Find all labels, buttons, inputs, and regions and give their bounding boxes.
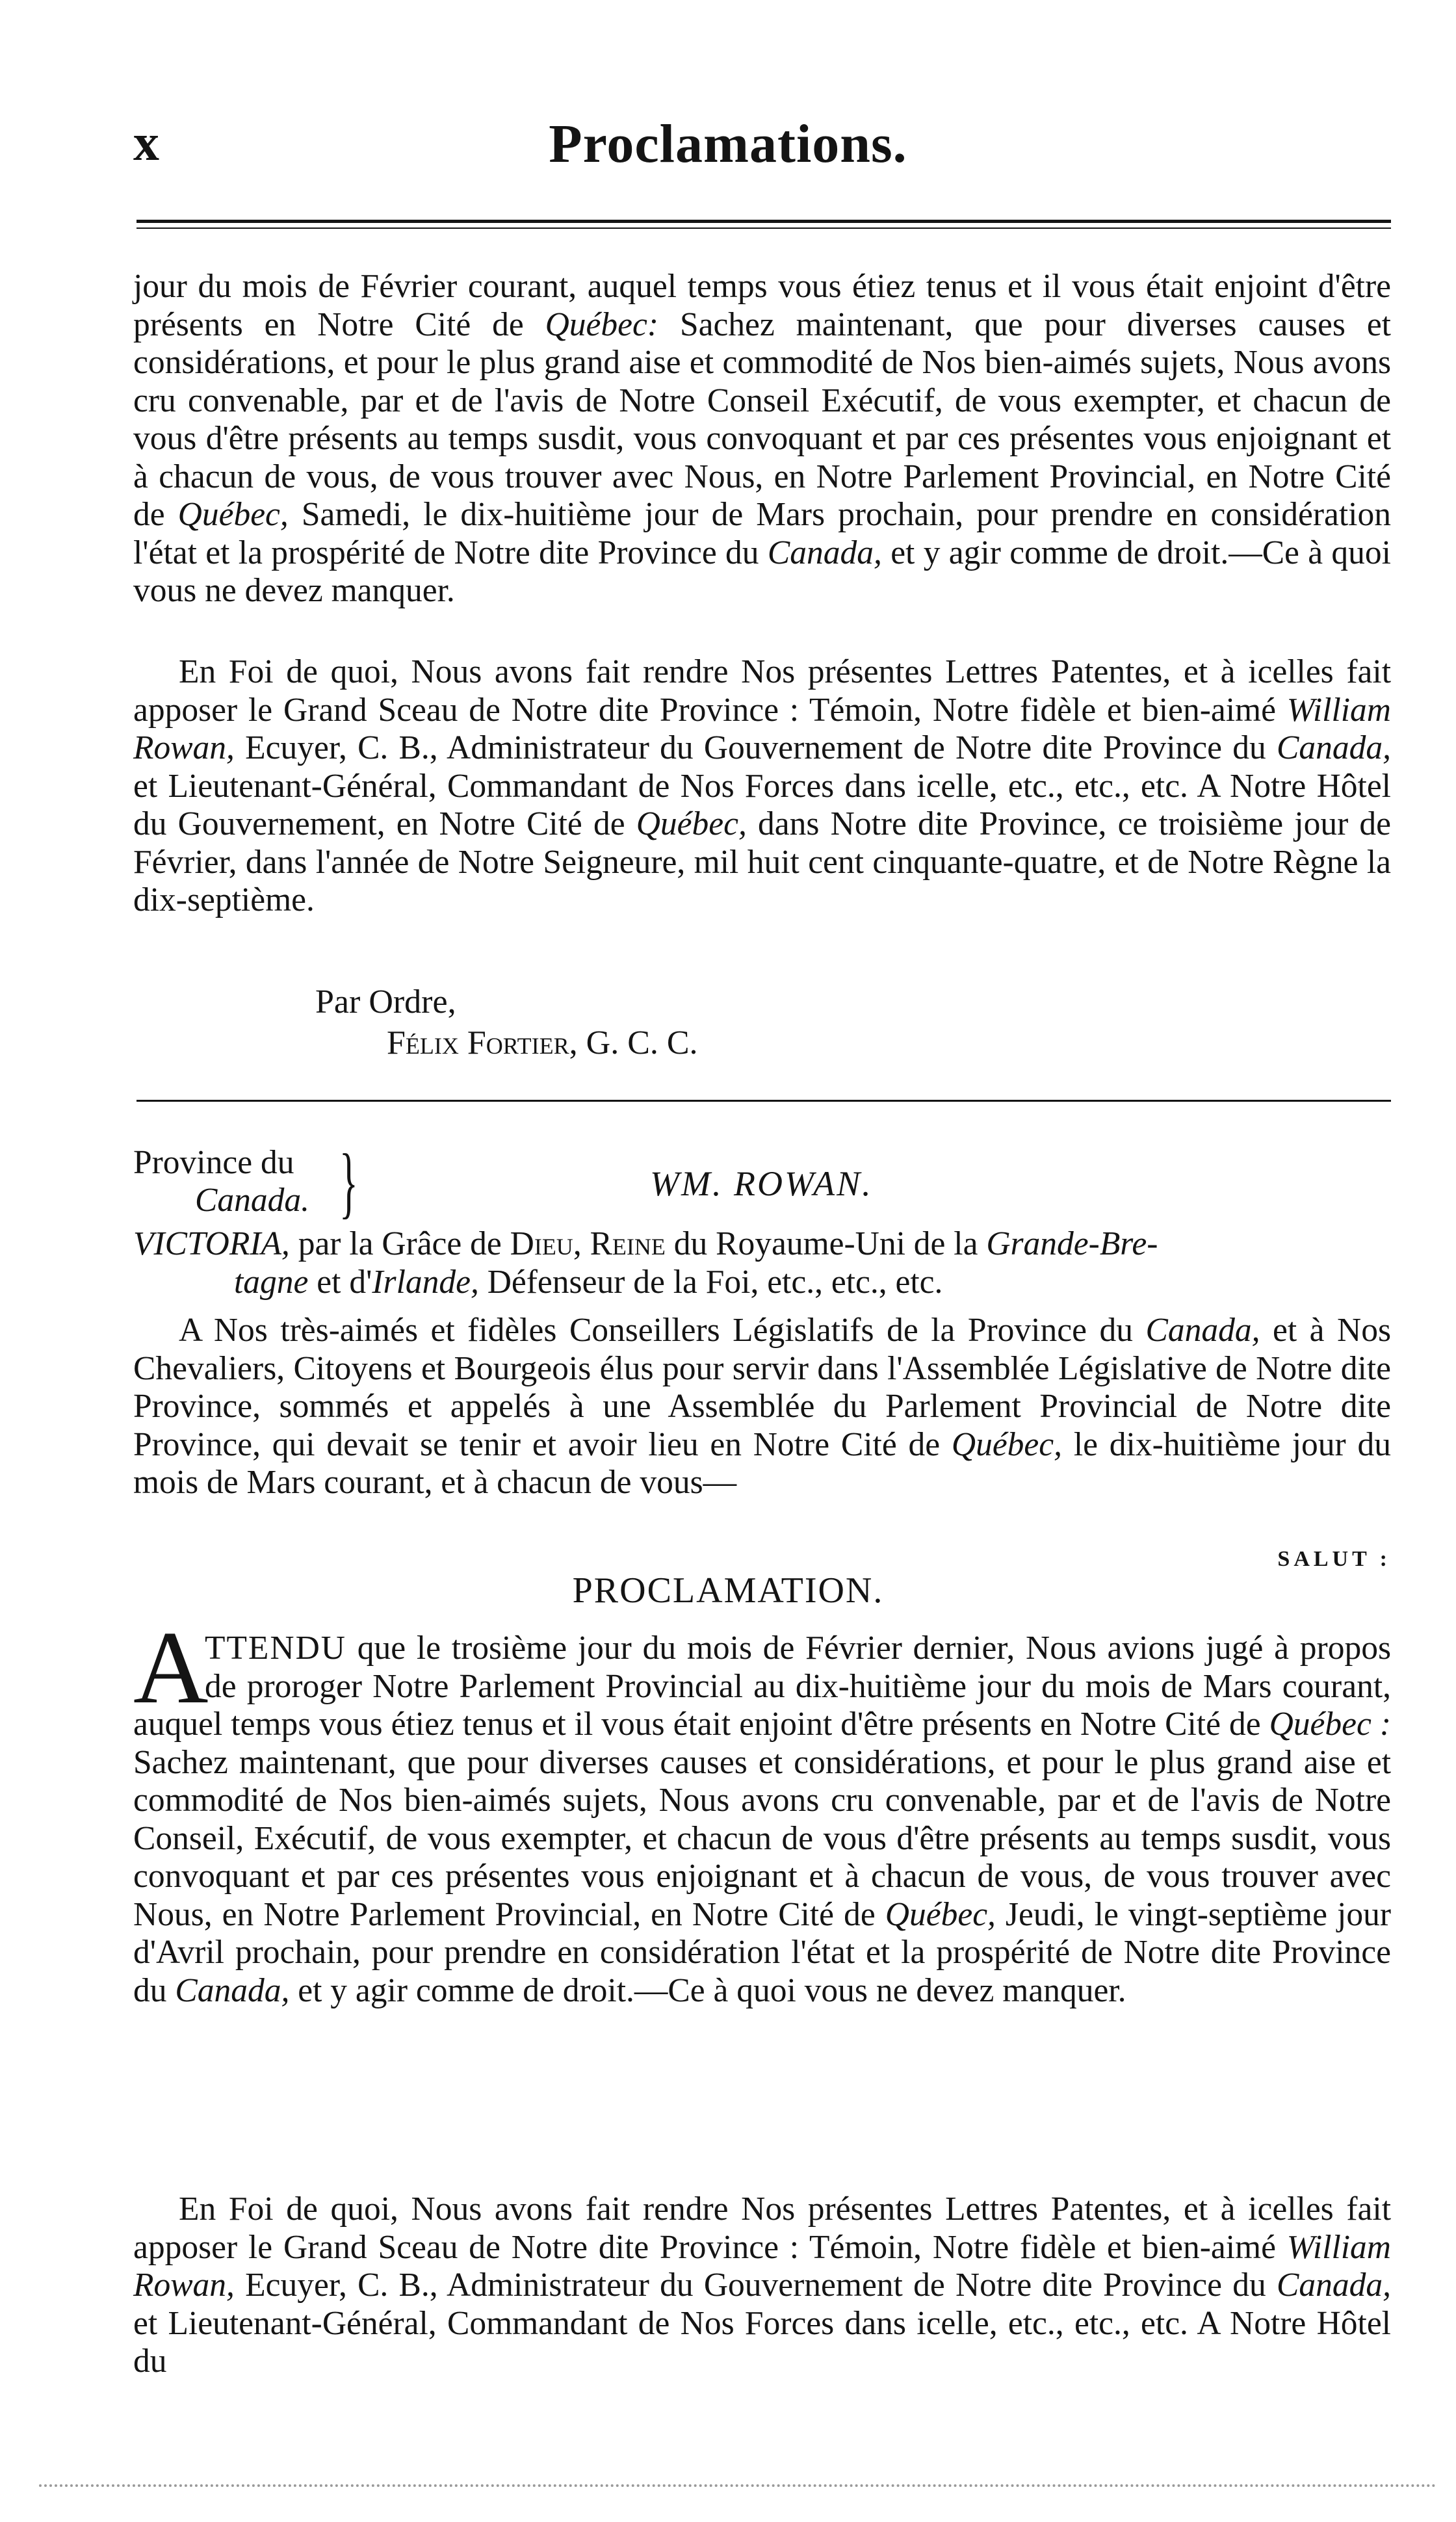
paragraph-attendu: TTENDU que le trosième jour du mois de Février dernier, Nous avions jugé à propos de proroger Notre Parlement Provincial au dix-huitième jour du mois de Mars courant, auquel temps vous étiez tenus et il vous était enjoint d'être présents en Notre Cité de Québec : Sachez maintenant, que pour diverses causes et considérations, et pour le plus grand aise et commodité de Nos bien-aimés sujets, Nous avons cru convenable, par et de l'avis de Notre Conseil, Exécutif, de vous exempter, et chacun de vous d'être présents au temps susdit, vous convoquant et par ces présentes vous enjoignant et à chacun de vous, de vous trouver avec Nous, en Notre Parlement Provincial, en Notre Cité de Québec, Jeudi, le vingt-septième jour d'Avril prochain, pour prendre en considération l'état et la prospérité de Notre dite Province du Canada, et y agir comme de droit.—Ce à quoi vous ne devez manquer. [133, 1630, 1391, 2009]
page-edge-marks [39, 2484, 1436, 2487]
by-order-label: Par Ordre, [315, 983, 456, 1020]
drop-cap: A [133, 1609, 209, 1725]
province-label: Province du Canada. [133, 1144, 309, 1219]
victoria-title: VICTORIA, par la Grâce de Dieu, Reine du Royaume-Uni de la Grande-Bre- tagne et d'Irlande, Défenseur de la Foi, etc., etc., etc. [133, 1225, 1158, 1301]
salut-label: SALUT : [1277, 1547, 1391, 1571]
header-rule-thin [136, 228, 1391, 229]
paragraph-address: A Nos très-aimés et fidèles Conseillers Législatifs de la Province du Canada, et à Nos Chevaliers, Citoyens et Bourgeois élus pour servir dans l'Assemblée Législative de Notre dite Province, sommés et appelés à une Assemblée du Parlement Provincial de Notre dite Province, qui devait se tenir et avoir lieu en Notre Cité de Québec, le dix-huitième jour du mois de Mars courant, et à chacun de vous— [133, 1312, 1391, 1501]
paragraph-continuation: jour du mois de Février courant, auquel temps vous étiez tenus et il vous était enjoint d'être présents en Notre Cité de Québec: Sachez maintenant, que pour diverses causes et considérations, et pour le plus grand aise et commodité de Nos bien-aimés sujets, Nous avons cru convenable, par et de l'avis de Notre Conseil Exécutif, de vous exempter, et chacun de vous d'être présents au temps susdit, vous convoquant et par ces présentes vous enjoignant et à chacun de vous, de vous trouver avec Nous, en Notre Parlement Provincial, en Notre Cité de Québec, Samedi, le dix-huitième jour de Mars prochain, pour prendre en considération l'état et la prospérité de Notre dite Province du Canada, et y agir comme de droit.—Ce à quoi vous ne devez manquer. [133, 268, 1391, 609]
signature-line: Félix Fortier, G. C. C. [387, 1024, 698, 1061]
running-head: Proclamations. [549, 114, 907, 174]
paragraph-en-foi-1: En Foi de quoi, Nous avons fait rendre Nos présentes Lettres Patentes, et à icelles fait apposer le Grand Sceau de Notre dite Province : Témoin, Notre fidèle et bien-aimé William Rowan, Ecuyer, C. B., Administrateur du Gouvernement de Notre dite Province du Canada, et Lieutenant-Général, Commandant de Nos Forces dans icelle, etc., etc., etc. A Notre Hôtel du Gouvernement, en Notre Cité de Québec, dans Notre dite Province, ce troisième jour de Février, dans l'année de Notre Seigneure, mil huit cent cinquante-quatre, et de Notre Règne la dix-septième. [133, 653, 1391, 918]
section-rule [136, 1100, 1391, 1102]
header-rule-thick [136, 220, 1391, 223]
proclamation-title: PROCLAMATION. [572, 1570, 884, 1611]
paragraph-en-foi-2: En Foi de quoi, Nous avons fait rendre Nos présentes Lettres Patentes, et à icelles fait apposer le Grand Sceau de Notre dite Province : Témoin, Notre fidèle et bien-aimé William Rowan, Ecuyer, C. B., Administrateur du Gouvernement de Notre dite Province du Canada, et Lieutenant-Général, Commandant de Nos Forces dans icelle, etc., etc., etc. A Notre Hôtel du [133, 2190, 1391, 2380]
page-number: x [133, 114, 159, 172]
governor-signature: WM. ROWAN. [650, 1164, 873, 1203]
brace-glyph: } [339, 1138, 358, 1227]
